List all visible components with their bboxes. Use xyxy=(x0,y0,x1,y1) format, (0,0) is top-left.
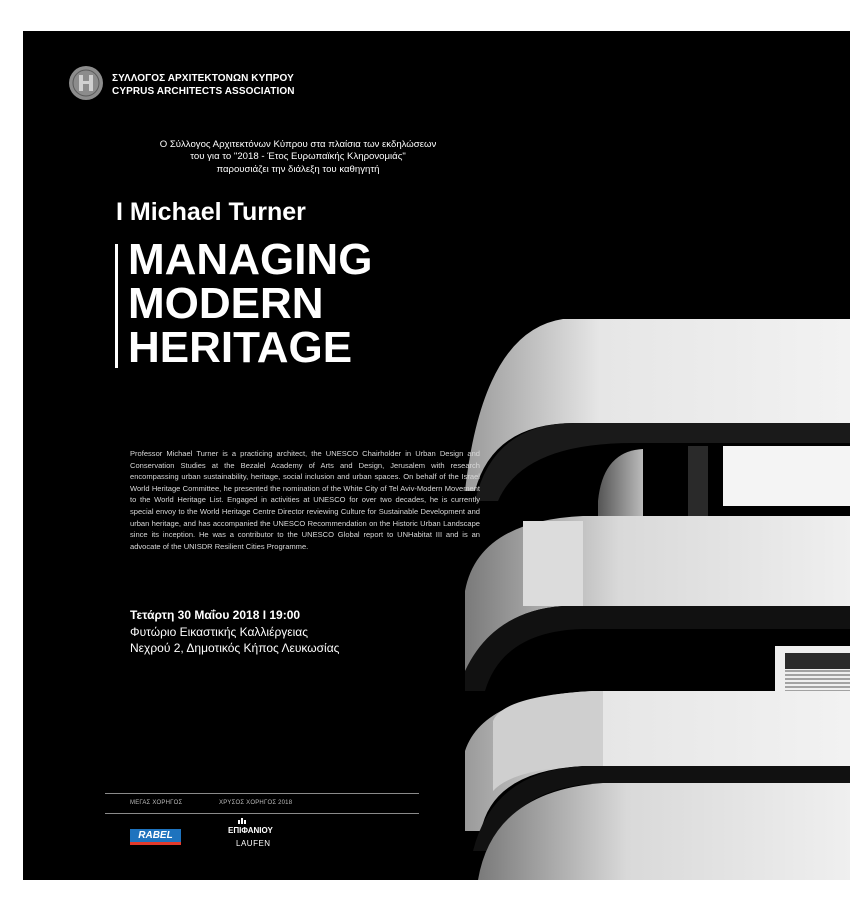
event-venue xyxy=(130,624,339,656)
epifaniou-logo-icon xyxy=(238,818,246,824)
venue-line: Νεχρού 2, Δημοτικός Κήπος Λευκωσίας xyxy=(130,641,340,655)
association-seal-icon xyxy=(68,65,104,101)
sponsor-divider-top xyxy=(105,793,419,794)
rabel-logo-text: RABEL xyxy=(138,830,173,841)
gold-sponsor-label: ΧΡΥΣΟΣ ΧΟΡΗΓΟΣ 2018 xyxy=(219,800,293,806)
rabel-logo xyxy=(130,829,181,845)
major-sponsor-label: ΜΕΓΑΣ ΧΟΡΗΓΟΣ xyxy=(130,800,183,806)
speaker-name: I Michael Turner xyxy=(116,198,306,226)
laufen-logo-text: LAUFEN xyxy=(236,839,271,848)
title-line: MODERN xyxy=(128,279,324,328)
title-line: HERITAGE xyxy=(128,323,353,372)
rabel-logo-stripe xyxy=(130,842,181,845)
title-accent-bar xyxy=(115,244,118,368)
intro-line: παρουσιάζει την διάλεξη του καθηγητή xyxy=(216,163,380,175)
venue-line: Φυτώριο Εικαστικής Καλλιέργειας xyxy=(130,625,309,639)
association-name xyxy=(112,72,295,98)
intro-text xyxy=(118,139,478,176)
event-poster xyxy=(23,31,850,880)
event-date-time: Τετάρτη 30 Μαΐου 2018 I 19:00 xyxy=(130,608,301,622)
speaker-bio: Professor Michael Turner is a practicing architect, the UNESCO Chairholder in Urban Design and Conservation Studies at the Bezalel Academy of Arts and Design, Jerusalem with research encompassing urban sustainability, heritage, social inclusion and urban spaces. On behalf of the Israel World Heritage Committee, he presented the nomination of the White City of Tel Aviv-Modern Movement to the World Heritage List. Engaged in activities at UNESCO for over two decades, he is currently special envoy to the World Heritage Centre Director reviewing Culture for Sustainable Development and urban heritage, and has accompanied the UNESCO Recommendation on the Historic Urban Landscape since its inception. He was a contributor to the UNESCO Global report to UNHabitat III and is an advocate of the UNISDR Resilient Cities Programme. xyxy=(130,449,480,551)
lecture-title xyxy=(128,235,373,372)
association-name-greek: ΣΥΛΛΟΓΟΣ ΑΡΧΙΤΕΚΤΟΝΩΝ ΚΥΠΡΟΥ xyxy=(112,73,294,84)
epifaniou-logo-text: ΕΠΙΦΑΝΙΟΥ xyxy=(228,826,273,835)
association-name-english: CYPRUS ARCHITECTS ASSOCIATION xyxy=(112,86,295,97)
title-line: MANAGING xyxy=(128,235,373,284)
sponsor-divider-bottom xyxy=(105,813,419,814)
intro-line: Ο Σύλλογος Αρχιτεκτόνων Κύπρου στα πλαίσια των εκδηλώσεων xyxy=(159,139,437,150)
intro-line: του για το "2018 - Έτος Ευρωπαϊκής Κληρονομιάς" xyxy=(190,151,406,163)
